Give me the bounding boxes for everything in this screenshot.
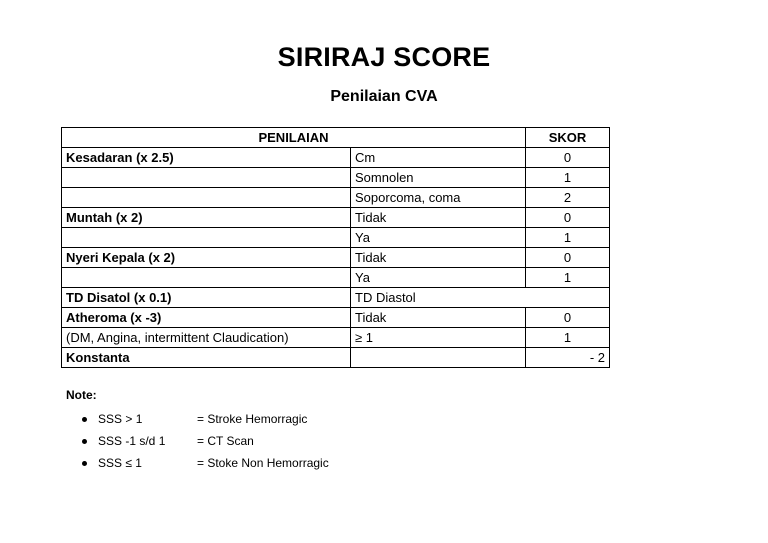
criteria-cell: Atheroma (x -3) xyxy=(62,308,351,328)
score-cell: 0 xyxy=(526,208,610,228)
score-cell: 0 xyxy=(526,308,610,328)
table-row xyxy=(62,188,610,208)
list-item xyxy=(82,452,329,474)
criteria-cell xyxy=(62,228,351,248)
table-row xyxy=(62,208,610,228)
criteria-cell xyxy=(62,168,351,188)
bullet-icon xyxy=(82,417,87,422)
option-cell: ≥ 1 xyxy=(351,328,526,348)
table-row xyxy=(62,328,610,348)
score-cell: 1 xyxy=(526,168,610,188)
note-condition: SSS > 1 xyxy=(98,412,143,426)
page-title: SIRIRAJ SCORE xyxy=(277,42,491,72)
score-cell: 2 xyxy=(526,188,610,208)
option-cell: Ya xyxy=(351,228,526,248)
table-row xyxy=(62,308,610,328)
header-skor: SKOR xyxy=(526,128,610,148)
table-row xyxy=(62,268,610,288)
note-list xyxy=(82,408,329,474)
page-subtitle: Penilaian CVA xyxy=(330,88,438,105)
score-cell: 1 xyxy=(526,228,610,248)
table-row xyxy=(62,148,610,168)
criteria-cell: (DM, Angina, intermittent Claudication) xyxy=(62,328,351,348)
option-cell: Tidak xyxy=(351,208,526,228)
table-row xyxy=(62,168,610,188)
criteria-cell: Konstanta xyxy=(62,348,351,368)
criteria-cell: TD Disatol (x 0.1) xyxy=(62,288,351,308)
option-cell xyxy=(351,348,526,368)
bullet-icon xyxy=(82,439,87,444)
list-item xyxy=(82,408,329,430)
note-result: = CT Scan xyxy=(197,434,254,448)
score-cell: 1 xyxy=(526,328,610,348)
criteria-cell xyxy=(62,268,351,288)
criteria-cell xyxy=(62,188,351,208)
score-cell: - 2 xyxy=(526,348,610,368)
option-cell: Tidak xyxy=(351,248,526,268)
score-cell: 0 xyxy=(526,148,610,168)
score-cell: 1 xyxy=(526,268,610,288)
option-cell: Tidak xyxy=(351,308,526,328)
criteria-cell: Muntah (x 2) xyxy=(62,208,351,228)
note-condition: SSS -1 s/d 1 xyxy=(98,434,166,448)
option-cell: Cm xyxy=(351,148,526,168)
table-row xyxy=(62,348,610,368)
table-row xyxy=(62,288,610,308)
criteria-cell: Kesadaran (x 2.5) xyxy=(62,148,351,168)
list-item xyxy=(82,430,329,452)
criteria-cell: Nyeri Kepala (x 2) xyxy=(62,248,351,268)
score-cell: 0 xyxy=(526,248,610,268)
note-result: = Stroke Hemorragic xyxy=(197,412,308,426)
table-row xyxy=(62,228,610,248)
option-cell: Soporcoma, coma xyxy=(351,188,526,208)
note-condition: SSS ≤ 1 xyxy=(98,456,142,470)
option-cell: TD Diastol xyxy=(351,288,610,308)
option-cell: Somnolen xyxy=(351,168,526,188)
option-cell: Ya xyxy=(351,268,526,288)
note-result: = Stoke Non Hemorragic xyxy=(197,456,329,470)
note-title: Note: xyxy=(66,388,97,402)
header-penilaian: PENILAIAN xyxy=(62,128,526,148)
table-header-row xyxy=(62,128,610,148)
table-row xyxy=(62,248,610,268)
siriraj-score-table xyxy=(61,127,610,368)
bullet-icon xyxy=(82,461,87,466)
